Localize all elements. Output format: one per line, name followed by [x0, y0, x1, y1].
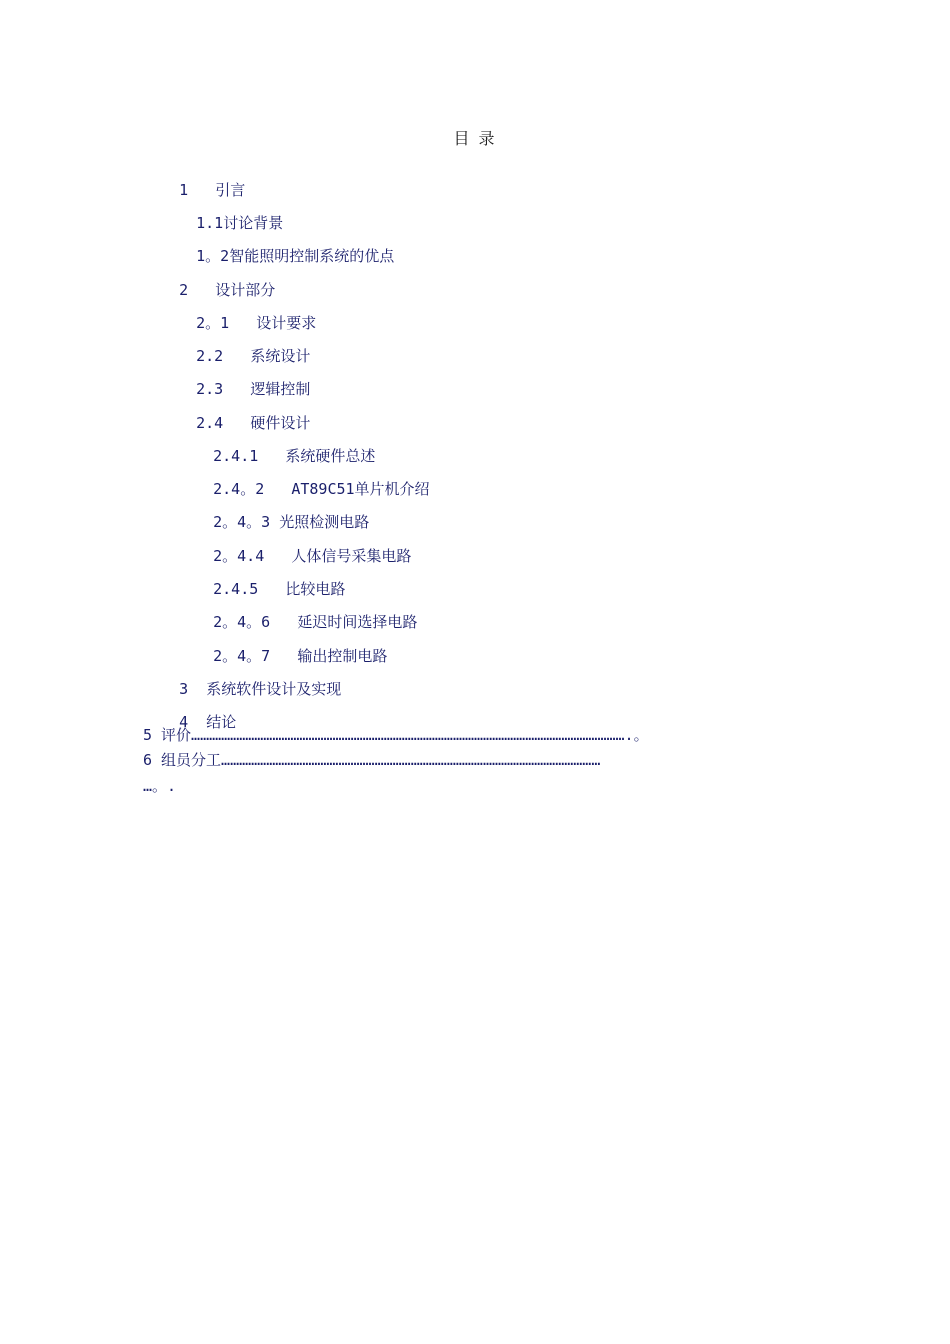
toc-entry-title: 光照检测电路 [279, 513, 370, 531]
toc-entry-title: 硬件设计 [250, 414, 311, 432]
toc-entry-title: 比较电路 [285, 580, 346, 598]
toc-entry-title: 智能照明控制系统的优点 [229, 247, 395, 265]
toc-entry-number: 2。4.4 [213, 547, 265, 565]
toc-entry-6-team-roles[interactable]: 6 组员分工……………………………………………………………………………………………………………… [143, 751, 601, 769]
toc-entry-number: 2.4.1 [213, 447, 259, 465]
toc-entry-number: 4 [179, 713, 189, 731]
toc-entry-title: AT89C51单片机介绍 [291, 480, 430, 498]
toc-entry-number: 3 [179, 680, 189, 698]
toc-entry-6-continuation: …。. [143, 777, 177, 795]
toc-entry-number: 2.4 [196, 414, 224, 432]
toc-entry-number: 1.1 [196, 214, 224, 232]
toc-entry-number: 2。4。7 [213, 647, 271, 665]
toc-title: 目 录 [453, 129, 497, 148]
toc-entry-title: 讨论背景 [223, 214, 284, 232]
toc-entry-number: 2.3 [196, 380, 224, 398]
toc-entry-number: 1 [179, 181, 189, 199]
toc-entry-title: 人体信号采集电路 [291, 547, 412, 565]
toc-entry-title: 引言 [215, 181, 246, 199]
toc-entry-title: 设计要求 [256, 314, 317, 332]
toc-entry-title: 结论 [206, 713, 237, 731]
toc-entry-number: 2.2 [196, 347, 224, 365]
toc-entry-title: 逻辑控制 [250, 380, 311, 398]
toc-entry-number: 2.4。2 [213, 480, 265, 498]
toc-entry-title: 系统设计 [250, 347, 311, 365]
toc-entry-title: 系统软件设计及实现 [206, 680, 342, 698]
toc-entry-number: 2。4。6 [213, 613, 271, 631]
toc-entry-title: 设计部分 [215, 281, 276, 299]
toc-entry-number: 2 [179, 281, 189, 299]
toc-entry-number: 1。2 [196, 247, 230, 265]
toc-entry-title: 系统硬件总述 [285, 447, 376, 465]
toc-entry-number: 2。1 [196, 314, 230, 332]
toc-entry-number: 2.4.5 [213, 580, 259, 598]
toc-entry-number: 2。4。3 [213, 513, 271, 531]
toc-entry-5-evaluation[interactable]: 5 评价……………………………………………………………………………………………………………………………….。 [143, 726, 649, 744]
toc-entry-title: 延迟时间选择电路 [297, 613, 418, 631]
toc-entry-title: 输出控制电路 [297, 647, 388, 665]
